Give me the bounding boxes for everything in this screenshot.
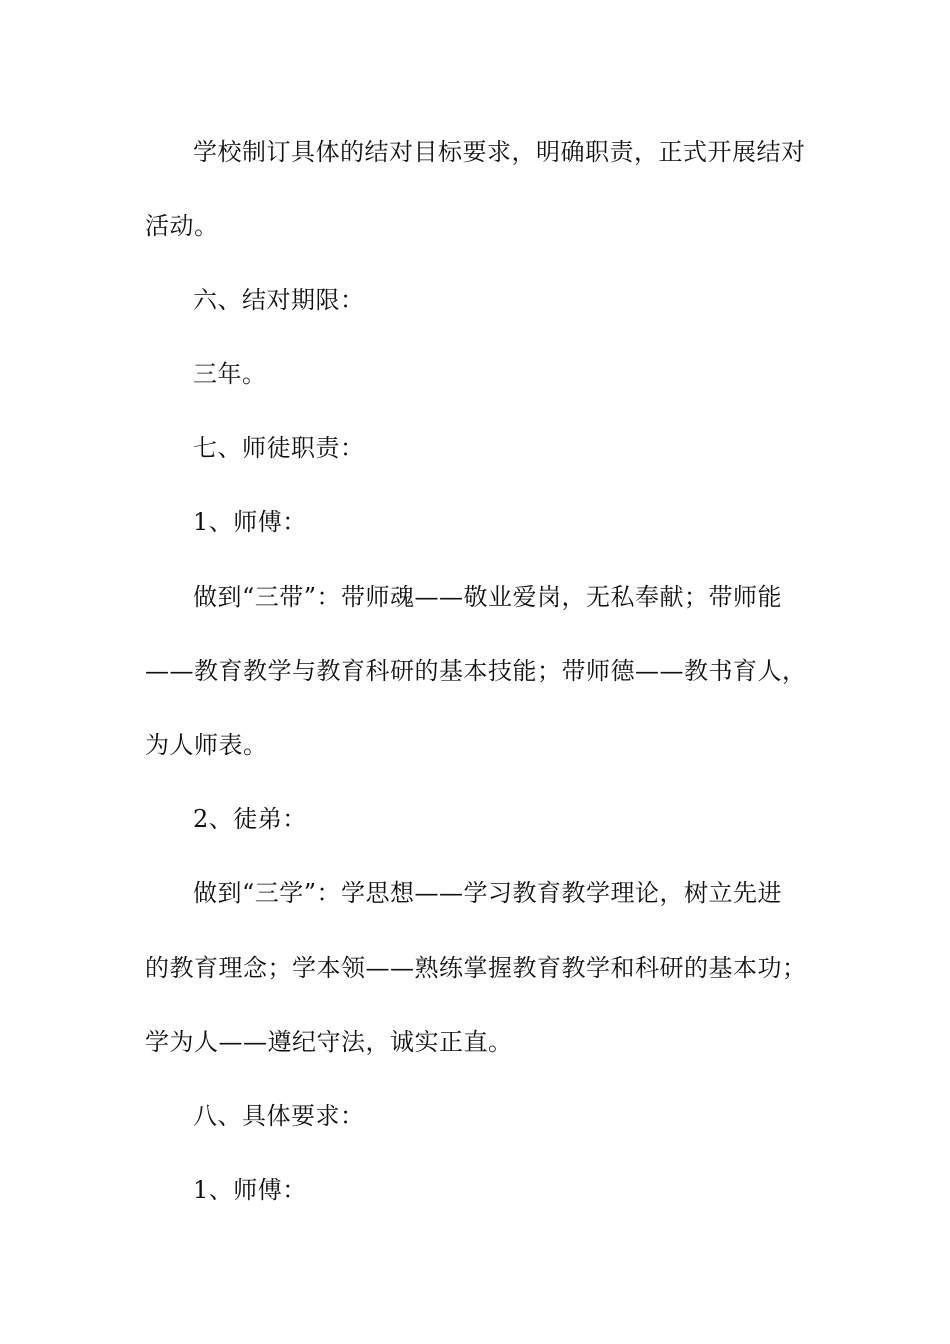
paragraph-line: 做到“三学”：学思想——学习教育教学理论，树立先进 bbox=[193, 879, 783, 907]
paragraph-line: 学校制订具体的结对目标要求，明确职责，正式开展结对 bbox=[193, 138, 806, 166]
paragraph-line: 三年。 bbox=[193, 360, 267, 388]
paragraph-line: 活动。 bbox=[145, 212, 219, 240]
section-heading-6: 六、结对期限： bbox=[193, 286, 365, 314]
section-heading-7: 七、师徒职责： bbox=[193, 434, 365, 462]
paragraph-line: 为人师表。 bbox=[145, 731, 268, 759]
section-heading-8: 八、具体要求： bbox=[193, 1102, 365, 1130]
paragraph-line: 做到“三带”：带师魂——敬业爱岗，无私奉献；带师能 bbox=[193, 583, 783, 611]
subheading-master: 1、师傅： bbox=[193, 508, 307, 536]
subheading-apprentice: 2、徒弟： bbox=[193, 805, 307, 833]
paragraph-line: 学为人——遵纪守法，诚实正直。 bbox=[145, 1028, 513, 1056]
paragraph-line: ——教育教学与教育科研的基本技能；带师德——教书育人， bbox=[145, 657, 807, 685]
paragraph-line: 的教育理念；学本领——熟练掌握教育教学和科研的基本功； bbox=[145, 954, 807, 982]
subheading-master: 1、师傅： bbox=[193, 1176, 307, 1204]
